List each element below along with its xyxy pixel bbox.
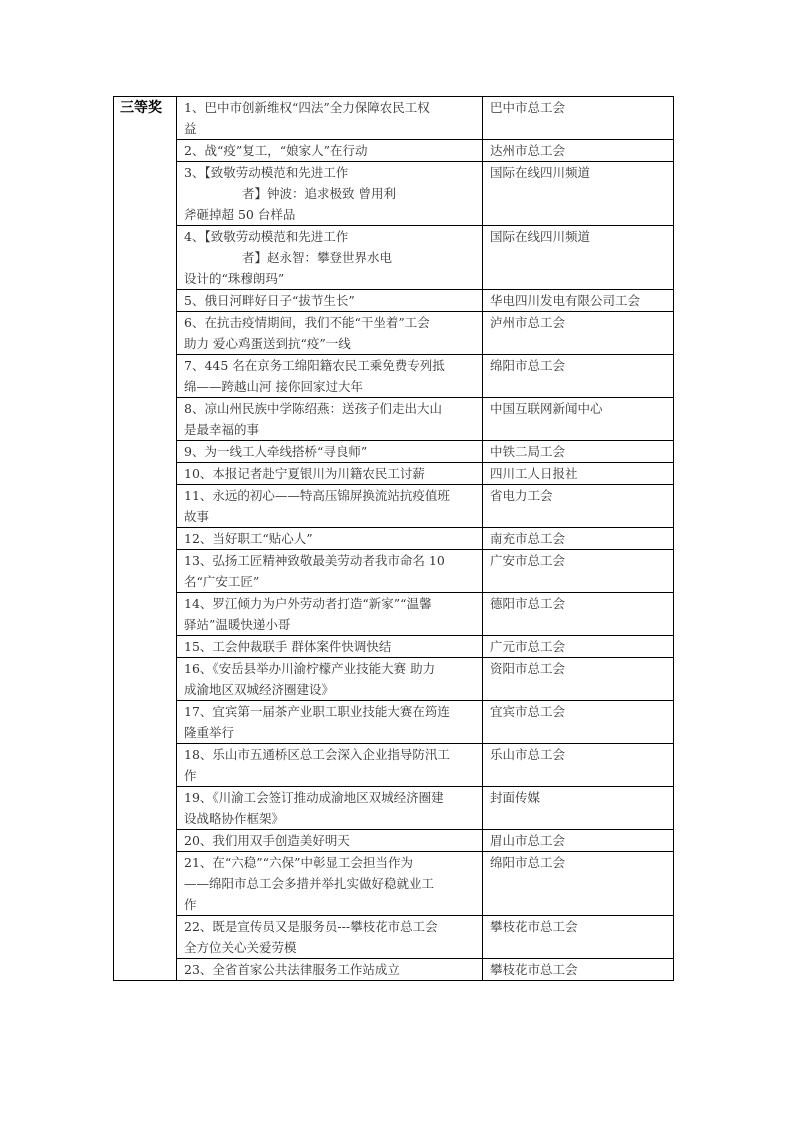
table-row — [114, 636, 674, 658]
table-row — [114, 916, 674, 959]
entry-title-line: 绵——跨越山河 接你回家过大年 — [184, 379, 363, 394]
entry-organization-cell: 封面传媒 — [483, 787, 674, 830]
entry-organization-cell: 广元市总工会 — [483, 636, 674, 658]
entry-title-line: 12、当好职工“贴心人” — [184, 531, 313, 546]
table-row — [114, 852, 674, 916]
entry-title-cell — [177, 744, 483, 787]
entry-title-line: 作 — [184, 768, 197, 783]
entry-title-line: 16、《安岳县举办川渝柠檬产业技能大赛 助力 — [184, 661, 436, 676]
entry-title-cell — [177, 398, 483, 441]
entry-title-line: 11、永远的初心——特高压锦屏换流站抗疫值班 — [184, 488, 450, 503]
table-row — [114, 959, 674, 981]
table-row — [114, 528, 674, 550]
entry-title-line: 名“广安工匠” — [184, 574, 260, 589]
entry-title-cell — [177, 441, 483, 463]
entry-title-cell — [177, 162, 483, 226]
table-row — [114, 312, 674, 355]
entry-title-line: 19、《川渝工会签订推动成渝地区双城经济圈建 — [184, 790, 444, 805]
entry-title-line: 者】赵永智：攀登世界水电 — [242, 250, 393, 265]
entry-title-line: 13、弘扬工匠精神致敬最美劳动者我市命名 10 — [184, 553, 445, 568]
entry-title-cell — [177, 312, 483, 355]
entry-title-cell — [177, 852, 483, 916]
entry-organization-cell: 广安市总工会 — [483, 550, 674, 593]
entry-title-line: 4、【致敬劳动模范和先进工作 — [184, 229, 349, 244]
entry-organization-cell: 中国互联网新闻中心 — [483, 398, 674, 441]
entry-title-line: 是最幸福的事 — [184, 422, 260, 437]
table-row — [114, 398, 674, 441]
entry-title-line: 斧砸掉超 50 台样品 — [184, 207, 296, 222]
entry-title-cell — [177, 959, 483, 981]
entry-title-line: 18、乐山市五通桥区总工会深入企业指导防汛工 — [184, 747, 450, 762]
entry-title-line: 10、本报记者赴宁夏银川为川籍农民工讨薪 — [184, 466, 425, 481]
entry-title-cell — [177, 463, 483, 485]
entry-title-line: 故事 — [184, 509, 210, 524]
entry-title-line: 驿站”温暖快递小哥 — [184, 617, 291, 632]
table-row — [114, 593, 674, 636]
entry-title-cell — [177, 226, 483, 290]
entry-title-line: 3、【致敬劳动模范和先进工作 — [184, 165, 349, 180]
entry-organization-cell: 华电四川发电有限公司工会 — [483, 290, 674, 312]
awards-table-body — [114, 97, 674, 981]
table-row — [114, 290, 674, 312]
entry-title-line: ——绵阳市总工会多措并举扎实做好稳就业工 — [184, 876, 435, 891]
entry-title-cell — [177, 97, 483, 140]
awards-table — [113, 96, 674, 981]
entry-title-line: 20、我们用双手创造美好明天 — [184, 833, 350, 848]
entry-organization-cell: 宜宾市总工会 — [483, 701, 674, 744]
entry-title-line: 2、战“疫”复工，“娘家人”在行动 — [184, 143, 368, 158]
entry-title-line: 22、既是宣传员又是服务员---攀枝花市总工会 — [184, 919, 438, 934]
entry-title-cell — [177, 355, 483, 398]
entry-organization-cell: 德阳市总工会 — [483, 593, 674, 636]
entry-title-cell — [177, 658, 483, 701]
entry-organization-cell: 巴中市总工会 — [483, 97, 674, 140]
entry-title-cell — [177, 485, 483, 528]
entry-organization-cell: 达州市总工会 — [483, 140, 674, 162]
entry-title-cell — [177, 636, 483, 658]
entry-title-line: 15、工会仲裁联手 群体案件快调快结 — [184, 639, 392, 654]
table-row — [114, 550, 674, 593]
table-row — [114, 463, 674, 485]
table-row — [114, 830, 674, 852]
entry-title-line: 7、445 名在京务工绵阳籍农民工乘免费专列抵 — [184, 358, 445, 373]
entry-title-line: 作 — [184, 897, 197, 912]
entry-organization-cell: 泸州市总工会 — [483, 312, 674, 355]
entry-title-cell — [177, 830, 483, 852]
entry-organization-cell: 眉山市总工会 — [483, 830, 674, 852]
entry-organization-cell: 攀枝花市总工会 — [483, 916, 674, 959]
entry-title-line: 1、巴中市创新维权“四法”全力保障农民工权 — [184, 100, 430, 115]
table-row — [114, 97, 674, 140]
entry-organization-cell: 资阳市总工会 — [483, 658, 674, 701]
entry-organization-cell: 省电力工会 — [483, 485, 674, 528]
entry-title-line: 者】钟波：追求极致 曾用利 — [242, 186, 396, 201]
entry-title-cell — [177, 787, 483, 830]
entry-title-line: 益 — [184, 121, 197, 136]
entry-organization-cell: 绵阳市总工会 — [483, 852, 674, 916]
entry-organization-cell: 绵阳市总工会 — [483, 355, 674, 398]
entry-organization-cell: 南充市总工会 — [483, 528, 674, 550]
entry-title-line: 助力 爱心鸡蛋送到抗“疫”一线 — [184, 336, 351, 351]
entry-title-line: 设计的“珠穆朗玛” — [184, 271, 285, 286]
table-row — [114, 162, 674, 226]
table-row — [114, 658, 674, 701]
entry-title-cell — [177, 550, 483, 593]
entry-title-cell — [177, 140, 483, 162]
entry-title-line: 14、罗江倾力为户外劳动者打造“新家”“温馨 — [184, 596, 432, 611]
entry-title-cell — [177, 290, 483, 312]
entry-title-line: 17、宜宾第一届茶产业职工职业技能大赛在筠连 — [184, 704, 450, 719]
entry-title-cell — [177, 916, 483, 959]
table-row — [114, 701, 674, 744]
entry-title-line: 21、在“六稳”“六保”中彰显工会担当作为 — [184, 855, 413, 870]
entry-title-line: 6、在抗击疫情期间，我们不能“干坐着”工会 — [184, 315, 430, 330]
entry-organization-cell: 四川工人日报社 — [483, 463, 674, 485]
entry-organization-cell: 乐山市总工会 — [483, 744, 674, 787]
entry-title-line: 9、为一线工人牵线搭桥“寻良师” — [184, 444, 368, 459]
table-row — [114, 744, 674, 787]
table-row — [114, 226, 674, 290]
table-row — [114, 140, 674, 162]
table-row — [114, 441, 674, 463]
entry-organization-cell: 国际在线四川频道 — [483, 226, 674, 290]
entry-title-line: 5、俄日河畔好日子“拔节生长” — [184, 293, 355, 308]
entry-title-line: 设战略协作框架》 — [184, 811, 285, 826]
entry-organization-cell: 攀枝花市总工会 — [483, 959, 674, 981]
table-row — [114, 485, 674, 528]
table-row — [114, 787, 674, 830]
table-row — [114, 355, 674, 398]
entry-organization-cell: 国际在线四川频道 — [483, 162, 674, 226]
award-category-label: 三等奖 — [114, 97, 177, 981]
entry-title-cell — [177, 593, 483, 636]
entry-title-line: 23、全省首家公共法律服务工作站成立 — [184, 962, 400, 977]
entry-title-cell — [177, 528, 483, 550]
entry-title-line: 成渝地区双城经济圈建设》 — [184, 682, 335, 697]
entry-title-cell — [177, 701, 483, 744]
entry-title-line: 全方位关心关爱劳模 — [184, 940, 297, 955]
entry-title-line: 隆重举行 — [184, 725, 235, 740]
entry-title-line: 8、凉山州民族中学陈绍燕：送孩子们走出大山 — [184, 401, 442, 416]
entry-organization-cell: 中铁二局工会 — [483, 441, 674, 463]
